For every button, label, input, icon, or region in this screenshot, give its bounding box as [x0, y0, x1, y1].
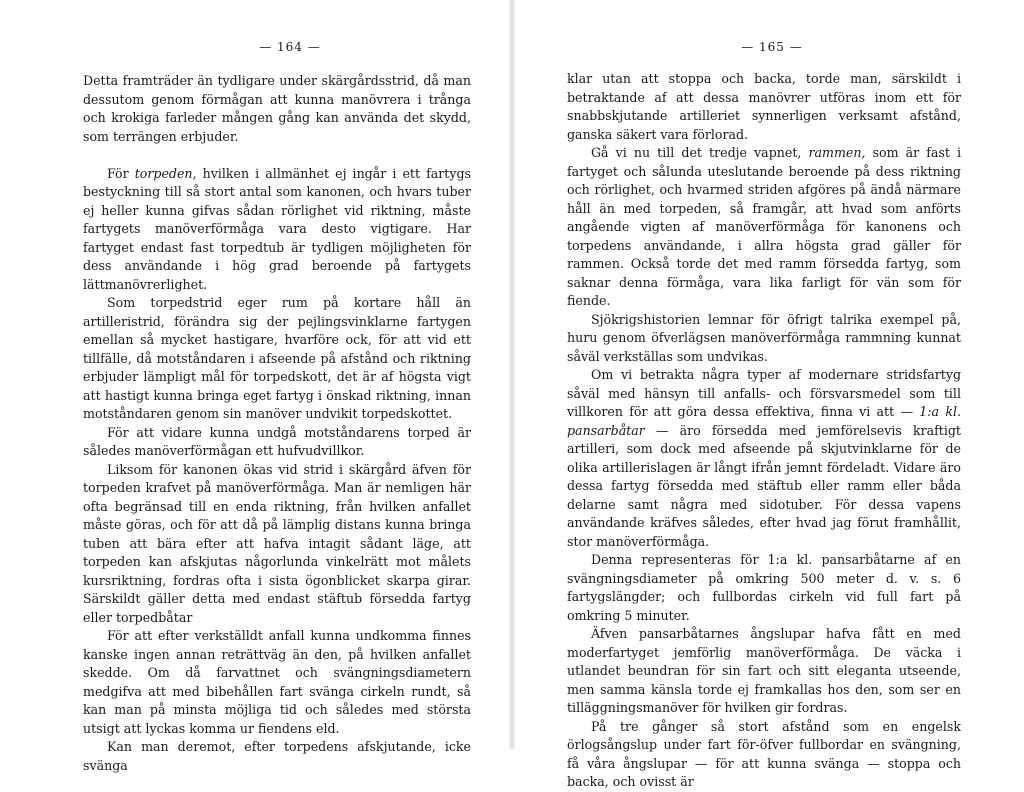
paragraph-text: På tre gånger så stort afstånd som en engelsk örlogsångslup under fart för-öfver fullbordar en svängning, få våra ångslupar — för att kunna svänga — stoppa och backa, och ovisst är: [567, 718, 961, 789]
paragraph: [567, 70, 961, 144]
paragraph: [83, 294, 471, 424]
right-page: [512, 0, 1024, 789]
paragraph-text: — äro försedda med jemförelsevis kraftigt artilleri, som dock med afseende på skjutvinklarne för de olika artillerislagen är långt ifrån jemnt fördeladt. Vidare äro dessa fartyg försedda med stäftub eller ramm eller båda delarne samt några med sidotuber. För dessa vapens användande kräfves således, efter hvad jag förut framhållit, stor manöverförmåga.: [567, 422, 961, 549]
left-page: [0, 0, 512, 773]
paragraph: [83, 72, 471, 146]
emphasis: torpeden,: [134, 165, 197, 181]
paragraph-text: Denna representeras för 1:a kl. pansarbåtarne af en svängningsdiameter på omkring 500 meter d. v. s. 6 fartygslängder; och fullbordas cirkeln vid full fart på omkring 5 minuter.: [567, 552, 961, 623]
page-number: — 165 —: [741, 40, 803, 54]
paragraph: [567, 144, 961, 311]
page-body: [567, 70, 961, 792]
paragraph-text: För att efter verkställdt anfall kunna undkomma finnes kanske ingen annan reträttväg än den, på hvilken anfallet skedde. Om då farvattnet och svängningsdiametern medgifva att med bibehållen fart svänga cirkeln rundt, så kan man på minsta möjliga tid och således med största utsigt att lyckas komma ur fiendens eld.: [83, 628, 471, 736]
page-number: — 164 —: [259, 40, 321, 54]
paragraph: [83, 424, 471, 461]
page-body: [83, 72, 471, 775]
paragraph: [83, 165, 471, 295]
paragraph-text: Liksom för kanonen ökas vid strid i skärgård äfven för torpeden krafvet på manöverförmåga. Man är nemligen här ofta begränsad till en enda riktning, från hvilken anfallet måste göras, och för att då på lämplig distans kunna bringa tuben att bära efter att hafva intagit sådant läge, att torpeden kan afskjutas någorlunda vinkelrätt mot målets kursriktning, fordras ofta i sista ögonblicket skarpa girar. Särskildt gäller detta med endast stäftub försedda fartyg eller torpedbåtar: [83, 461, 471, 625]
emphasis: rammen,: [808, 145, 866, 160]
paragraph-text: Sjökrigshistorien lemnar för öfrigt talrika exempel på, huru genom öfverlägsen manöverförmåga rammning kunnat såväl verkställas som undvikas.: [567, 311, 961, 364]
paragraph-text: hvilken i allmänhet ej ingår i ett fartygs bestyckning till så stort antal som kanonen, och hvars tuber ej heller kunna gifvas sådan rörlighet vid riktning, måste fartygets manöverförmåga vara desto vigtigare. Har fartyget endast fast torpedtub är tydligen möjligheten för dess användande i hög grad beroende på fartygets lättmanövrerlighet.: [83, 165, 472, 292]
paragraph-text: klar utan att stoppa och backa, torde man, särskildt i betraktande af att dessa manövrer utföras inom ett för snabbskjutande artilleriet synnerligen verksamt afstånd, ganska säkert vara förlorad.: [567, 71, 961, 142]
paragraph-prefix: För: [107, 165, 135, 181]
paragraph: [567, 311, 961, 367]
emphasis: 1:a kl. pansarbåtar: [567, 404, 961, 438]
paragraph-text: Äfven pansarbåtarnes ångslupar hafva fått en med moderfartyget jemförlig manöverförmåga. De väcka i utlandet beundran för sin fart och sitt eleganta utseende, men samma känsla torde ej framkallas hos den, som ser en tilläggningsmanöver för hvilken gir fordras.: [567, 626, 961, 715]
paragraph-text: som är fast i fartyget och sålunda uteslutande beroende på dess riktning och rörlighet, och hvarmed striden afgöres på ändå närmare håll än med torpeden, så framgår, att hvad som anförts angående vigten af manöverförmåga för kanonens och torpedens användande, i allra högsta grad gäller för rammen. Också torde det med ramm försedda fartyg, som saknar denna förmåga, vara lika farligt för vän som för fiende.: [567, 145, 961, 308]
paragraph: [83, 627, 471, 738]
paragraph: [567, 551, 961, 625]
paragraph: [567, 366, 961, 551]
paragraph: [567, 625, 961, 718]
paragraph-prefix: Om vi betrakta några typer af modernare stridsfartyg såväl med hänsyn till anfalls- och försvarsmedel som till villkoren för att göra dessa effektiva, finna vi att —: [567, 367, 961, 419]
paragraph-text: Detta framträder än tydligare under skärgårdsstrid, då man dessutom genom förmågan att kunna manövrera i trånga och krokiga farleder mången gång kan använda det skydd, som terrängen erbjuder.: [83, 73, 471, 144]
paragraph-text: För att vidare kunna undgå motståndarens torped är således manöverförmågan ett hufvudvillkor.: [83, 424, 471, 458]
paragraph: [83, 461, 471, 628]
paragraph: [567, 718, 961, 792]
paragraph: [83, 738, 471, 775]
paragraph-text: Kan man deremot, efter torpedens afskjutande, icke svänga: [83, 739, 471, 773]
paragraph-prefix: Gå vi nu till det tredje vapnet,: [591, 145, 809, 160]
paragraph-text: Som torpedstrid eger rum på kortare håll än artilleristrid, förändra sig der pejlingsvinklarne fartygen emellan så mycket hastigare, hvarföre ock, för att vid ett tillfälle, då motståndaren i afseende på afstånd och riktning erbjuder lämpligt mål för torpedskott, det är af högsta vigt att hastigt kunna bringa eget fartyg i önskad riktning, innan motståndaren genom sin manöver undvikit torpedskottet.: [83, 295, 471, 421]
